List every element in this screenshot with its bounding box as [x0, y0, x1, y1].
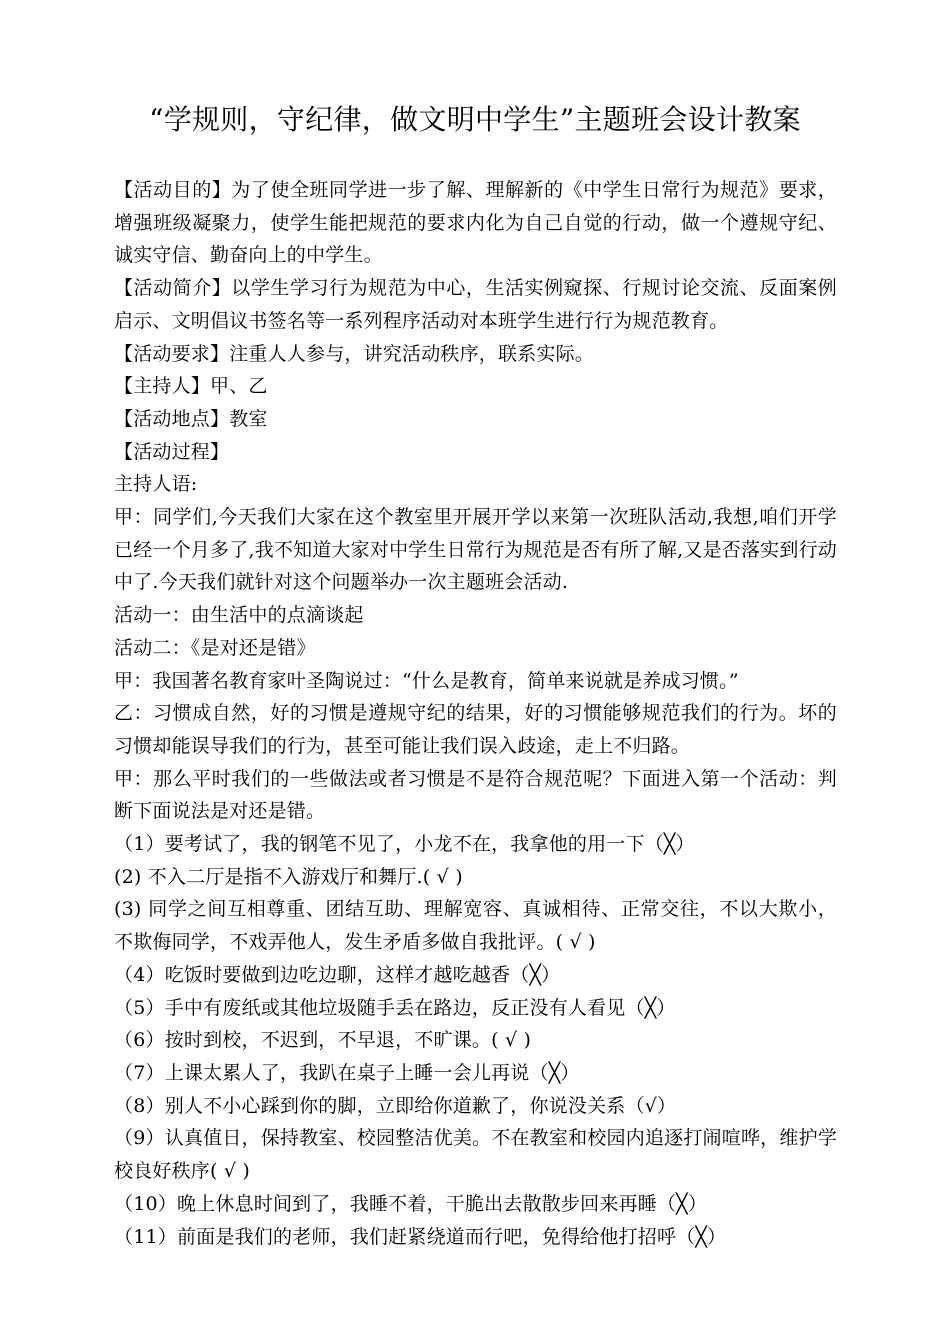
list-item: (2) 不入二厅是指不入游戏厅和舞厅.( √ )	[114, 865, 463, 888]
paragraph-activity-intro: 【活动简介】以学生学习行为规范为中心，生活实例窥探、行规讨论交流、反面案例启示、文明倡议书签名等一系列程序活动对本班学生进行行为规范教育。	[114, 277, 837, 332]
paragraph-host-words: 主持人语:	[114, 473, 198, 496]
paragraph-host-b-habits: 乙：习惯成自然，好的习惯是遵规守纪的结果，好的习惯能够规范我们的行为。坏的习惯却能误导我们的行为，甚至可能让我们误入歧途，走上不归路。	[114, 702, 837, 757]
list-item: （7）上课太累人了，我趴在桌子上睡一会儿再说（╳）	[114, 1061, 580, 1084]
list-item: （5）手中有废纸或其他垃圾随手丢在路边，反正没有人看见（╳）	[114, 996, 676, 1019]
paragraph-activity-two: 活动二：《是对还是错》	[114, 636, 316, 659]
paragraph-activity-one: 活动一：由生活中的点滴谈起	[114, 604, 364, 627]
paragraph-location: 【活动地点】教室	[114, 407, 268, 430]
list-item: （10）晚上休息时间到了，我睡不着，干脆出去散散步回来再睡（╳）	[114, 1192, 708, 1215]
paragraph-process-heading: 【活动过程】	[114, 440, 230, 463]
document-body	[114, 174, 837, 1253]
list-item: （4）吃饭时要做到边吃边聊，这样才越吃越香（╳）	[114, 963, 561, 986]
list-item: （11）前面是我们的老师，我们赶紧绕道而行吧，免得给他打招呼（╳）	[114, 1225, 727, 1248]
list-item: （6）按时到校，不迟到，不早退，不旷课。( √ )	[114, 1029, 532, 1052]
list-item: （1）要考试了，我的钢笔不见了，小龙不在，我拿他的用一下（╳）	[114, 833, 695, 856]
list-item: （9）认真值日，保持教室、校园整洁优美。不在教室和校园内追逐打闹喧哗，维护学校良好秩序( √ )	[114, 1127, 837, 1183]
paragraph-host-a-quote: 甲：我国著名教育家叶圣陶说过：“什么是教育，简单来说就是养成习惯。”	[114, 669, 739, 692]
paragraph-activity-goal: 【活动目的】为了使全班同学进一步了解、理解新的《中学生日常行为规范》要求，增强班级凝聚力，使学生能把规范的要求内化为自己自觉的行动，做一个遵规守纪、诚实守信、勤奋向上的中学生。	[114, 179, 837, 267]
paragraph-host-a-opening: 甲：同学们,今天我们大家在这个教室里开展开学以来第一次班队活动,我想,咱们开学已经一个月多了,我不知道大家对中学生日常行为规范是否有所了解,又是否落实到行动中了.今天我们就针对这个问题举办一次主题班会活动.	[114, 506, 837, 594]
paragraph-hosts: 【主持人】甲、乙	[114, 375, 268, 398]
list-item: （8）别人不小心踩到你的脚，立即给你道歉了，你说没关系（√）	[114, 1094, 677, 1117]
paragraph-activity-requirements: 【活动要求】注重人人参与，讲究活动秩序，联系实际。	[114, 342, 595, 365]
list-item: (3) 同学之间互相尊重、团结互助、理解宽容、真诚相待、正常交往，不以大欺小，不欺侮同学，不戏弄他人，发生矛盾多做自我批评。( √ )	[114, 898, 837, 954]
document-title: “学规则，守纪律，做文明中学生”主题班会设计教案	[149, 103, 801, 136]
paragraph-host-a-judge: 甲：那么平时我们的一些做法或者习惯是不是符合规范呢？下面进入第一个活动：判断下面说法是对还是错。	[114, 767, 837, 823]
